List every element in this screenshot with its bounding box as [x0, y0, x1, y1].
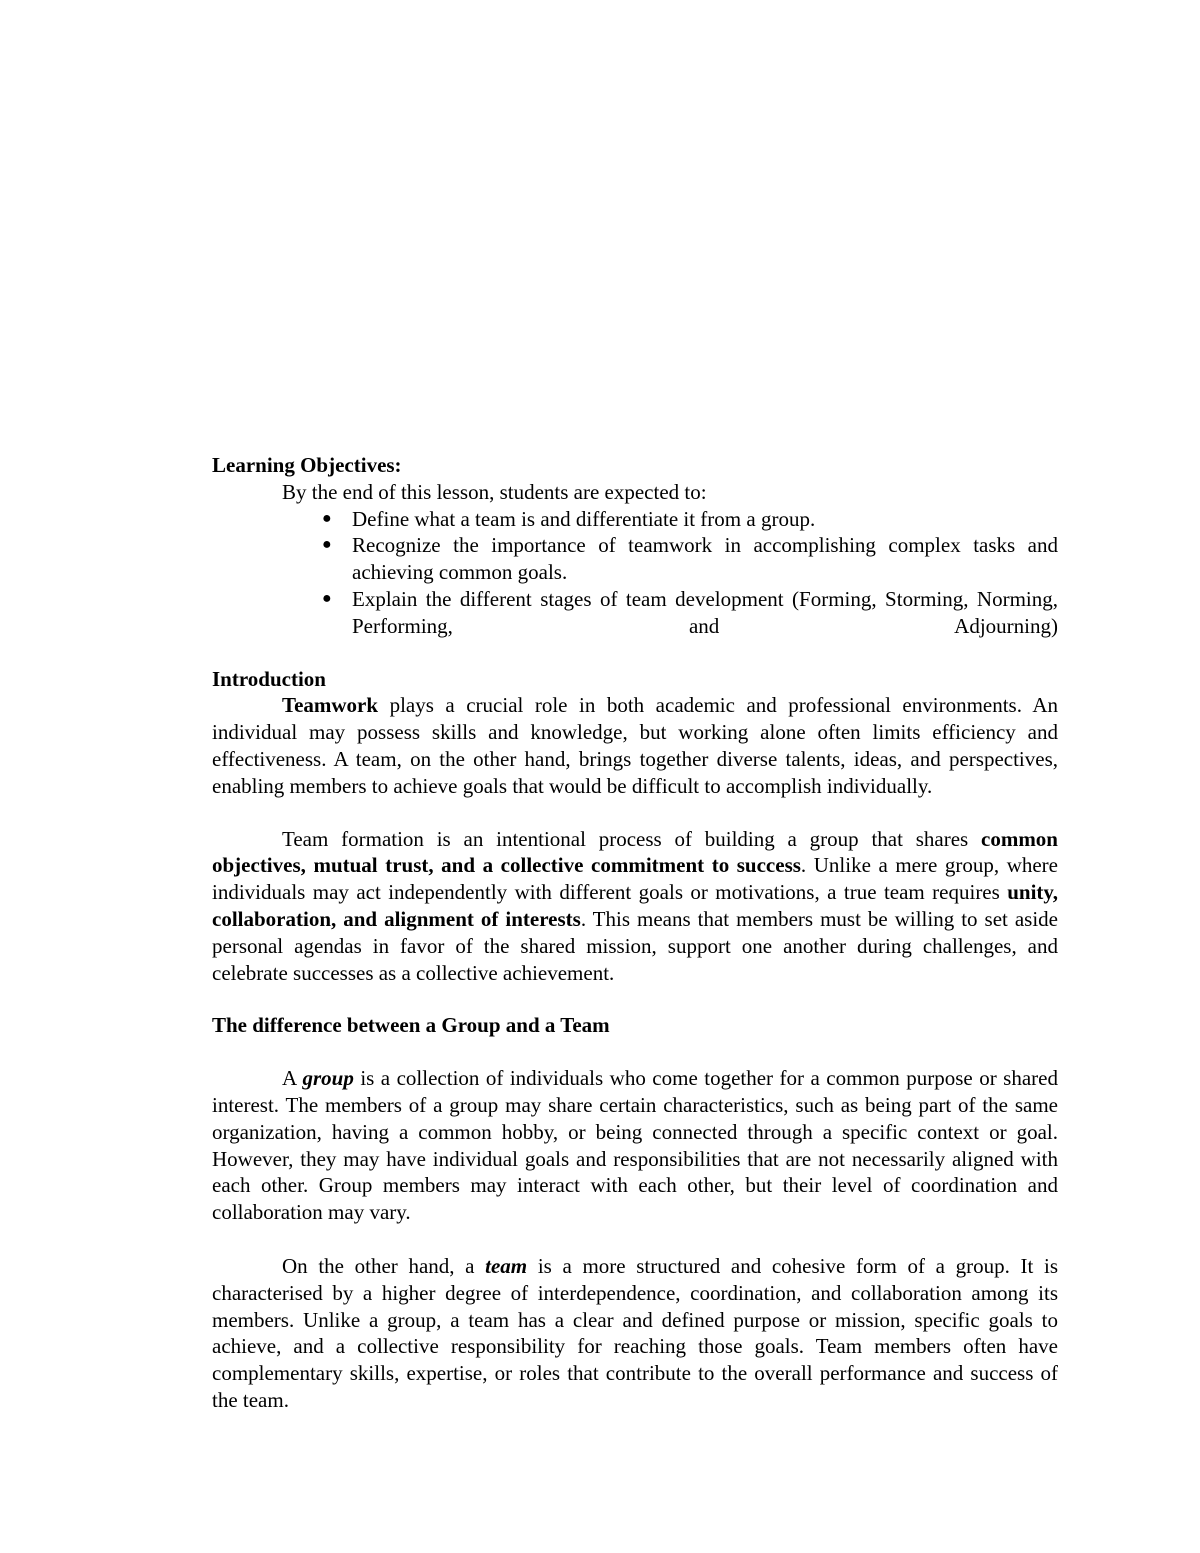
bullet-icon: ●	[322, 536, 332, 554]
group-term: group	[302, 1066, 354, 1091]
introduction-heading: Introduction	[212, 666, 326, 691]
introduction-paragraph-1: Teamwork plays a crucial role in both academic and professional environments. An individual may possess skills and knowledge, but working alone often limits efficiency and effectiveness. A team, on the other hand, brings together diverse talents, ideas, and perspectives, enabling members to achieve goals that would be difficult to accomplish individually.	[212, 693, 1058, 798]
document-page	[212, 452, 1058, 1414]
spacer	[212, 986, 1058, 1012]
spacer	[212, 1226, 1058, 1253]
team-term: team	[485, 1253, 528, 1278]
group-paragraph: A group is a collection of individuals who come together for a common purpose or shared interest. The members of a group may share certain characteristics, such as being part of the same organization, having a common hobby, or being connected through a specific context or goal. However, they may have individual goals and responsibilities that are not necessarily aligned with each other. Group members may interact with each other, but their level of coordination and collaboration may vary.	[212, 1066, 1058, 1225]
difference-heading: The difference between a Group and a Team	[212, 1013, 610, 1038]
learning-objectives-heading: Learning Objectives:	[212, 453, 402, 477]
learning-objectives-lead: By the end of this lesson, students are expected to:	[282, 479, 707, 504]
objective-item	[212, 586, 1058, 640]
objective-item	[212, 532, 1058, 586]
bullet-icon: ●	[322, 589, 332, 607]
spacer	[212, 640, 1058, 666]
spacer	[212, 800, 1058, 826]
teamwork-term: Teamwork	[282, 693, 379, 718]
objectives-list	[212, 506, 1058, 640]
introduction-paragraph-2: Team formation is an intentional process of building a group that shares common objectives, mutual trust, and a collective commitment to success. Unlike a mere group, where individuals may act independently with different goals or motivations, a true team requires unity, collaboration, and alignment of interests. This means that members must be willing to set aside personal agendas in favor of the shared mission, support one another during challenges, and celebrate successes as a collective achievement.	[212, 826, 1058, 985]
objective-text: Recognize the importance of teamwork in accomplishing complex tasks and achieving common goals.	[352, 533, 1058, 585]
objective-text: Define what a team is and differentiate it from a group.	[352, 506, 816, 531]
team-paragraph: On the other hand, a team is a more structured and cohesive form of a group. It is characterised by a higher degree of interdependence, coordination, and collaboration among its members. Unlike a group, a team has a clear and defined purpose or mission, specific goals to achieve, and a collective responsibility for reaching those goals. Team members often have complementary skills, expertise, or roles that contribute to the overall performance and success of the team.	[212, 1253, 1058, 1412]
spacer	[212, 1039, 1058, 1065]
objective-item	[212, 506, 1058, 533]
bullet-icon: ●	[322, 509, 332, 527]
objective-text: Explain the different stages of team development (Forming, Storming, Norming, Performing, and Adjourning)	[352, 586, 1058, 638]
